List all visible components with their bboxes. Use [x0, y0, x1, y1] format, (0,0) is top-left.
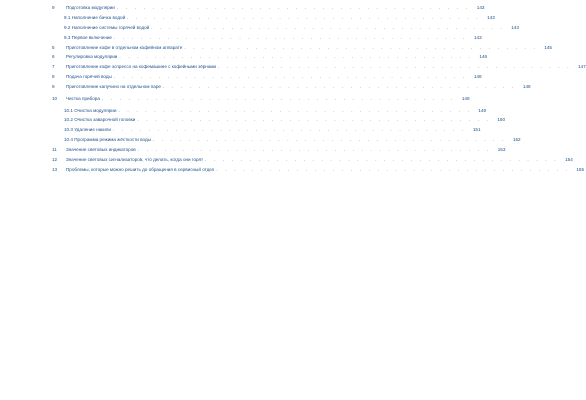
toc-entry-title: 10.1 Очистка модулярии: [64, 107, 117, 113]
toc-entry[interactable]: [52, 72, 482, 82]
toc-entry-title: Значение световых индикаторов: [66, 147, 136, 153]
toc-entry[interactable]: [52, 135, 521, 145]
toc-leader-dots: [114, 33, 468, 43]
toc-entry-number: 12: [52, 156, 58, 162]
toc-entry-page-number: 148: [473, 74, 482, 80]
toc-entry-title: Приготовление кофе эспрессо на кофемашине с кофейными зёрнами: [66, 64, 217, 70]
toc-entry-page-number: 146: [479, 54, 488, 60]
toc-entry[interactable]: [52, 43, 552, 53]
toc-entry[interactable]: [52, 62, 586, 72]
toc-leader-dots: [184, 43, 538, 53]
toc-entry[interactable]: [52, 23, 519, 33]
toc-entry-page-number: 149: [461, 96, 470, 102]
toc-entry-title: 9.3 Первое включение: [64, 34, 112, 40]
toc-entry-title: Подготовка модулярии: [66, 5, 115, 10]
toc-leader-dots: [205, 155, 559, 165]
toc-entry-page-number: 152: [512, 137, 521, 143]
toc-leader-dots: [151, 23, 505, 33]
toc-entry-page-number: 143: [476, 5, 485, 10]
toc-entry-title: 9.1 Наполнение бачка водой: [64, 14, 126, 20]
toc-entry[interactable]: [52, 13, 495, 23]
toc-entry[interactable]: [52, 106, 487, 116]
toc-entry-page-number: 143: [511, 24, 519, 30]
toc-entry-page-number: 151: [472, 127, 481, 133]
toc-entry-page-number: 143: [473, 34, 482, 40]
toc-entry[interactable]: [52, 125, 481, 135]
toc-leader-dots: [118, 106, 472, 116]
toc-entry-page-number: 155: [576, 166, 585, 172]
toc-entry-number: 10: [52, 96, 58, 102]
toc-entry-title: 10.4 Программа режима жёсткости воды: [64, 137, 151, 143]
toc-entry[interactable]: [52, 82, 531, 92]
toc-entry-title: 9.2 Наполнение системы горячей водой: [64, 24, 150, 30]
toc-entry[interactable]: [52, 92, 470, 106]
toc-entry[interactable]: [52, 52, 488, 62]
toc-entry[interactable]: [52, 115, 506, 125]
toc-entry-title: Приготовление капучино на отдельном паре: [66, 84, 161, 90]
toc-entry[interactable]: [52, 165, 585, 175]
toc-entry-page-number: 148: [522, 84, 531, 90]
toc-entry-title: Подача горячей воды: [66, 74, 112, 80]
toc-leader-dots: [114, 72, 468, 82]
toc-leader-dots: [163, 82, 517, 92]
toc-entry-number: 6: [52, 54, 55, 60]
toc-entry-page-number: 149: [478, 107, 487, 113]
toc-leader-dots: [138, 145, 492, 155]
toc-entry-page-number: 145: [544, 44, 552, 50]
toc-leader-dots: [218, 62, 572, 72]
toc-entry-page-number: 153: [497, 147, 506, 153]
toc-entry[interactable]: [52, 145, 506, 155]
toc-entry-number: 9: [52, 84, 55, 90]
toc-entry-number: 7: [52, 64, 55, 70]
toc-leader-dots: [119, 52, 473, 62]
toc-entry-page-number: 150: [497, 117, 506, 123]
toc-entry-page-number: 143: [487, 14, 495, 20]
toc-entry-title: Приготовление кофе в отдельном кофейном аппарате: [66, 44, 183, 50]
toc-leader-dots: [113, 125, 467, 135]
toc-leader-dots: [117, 3, 471, 13]
toc-leader-dots: [137, 115, 491, 125]
toc-leader-dots: [127, 13, 481, 23]
toc-entry-number: 5: [52, 44, 55, 50]
toc-entry-title: 10.3 Удаление накипи: [64, 127, 111, 133]
toc-entry-page-number: 147: [578, 64, 586, 70]
toc-entry-title: Значение световых сигнализаторов, что делать, когда они горят: [66, 156, 204, 162]
toc-entry-title: Регулировка модулярии: [66, 54, 118, 60]
toc-entry-number: 9: [52, 5, 55, 10]
toc-leader-dots: [102, 92, 456, 106]
toc-entry-title: Проблемы, которые можно решить до обращения в сервисный отдел: [66, 166, 215, 172]
toc-entry[interactable]: [52, 3, 485, 13]
toc-entry-title: Чистка прибора: [66, 96, 100, 102]
toc-entry-number: 13: [52, 166, 58, 172]
toc-leader-dots: [216, 165, 570, 175]
toc-entry-page-number: 154: [565, 156, 573, 162]
toc-entry-number: 8: [52, 74, 55, 80]
toc-entry-title: 10.2 Очистка заварочной головки: [64, 117, 136, 123]
toc-leader-dots: [153, 135, 507, 145]
toc-entry[interactable]: [52, 155, 573, 165]
toc-entry[interactable]: [52, 33, 482, 43]
table-of-contents: [52, 3, 586, 175]
toc-entry-number: 11: [52, 147, 57, 153]
